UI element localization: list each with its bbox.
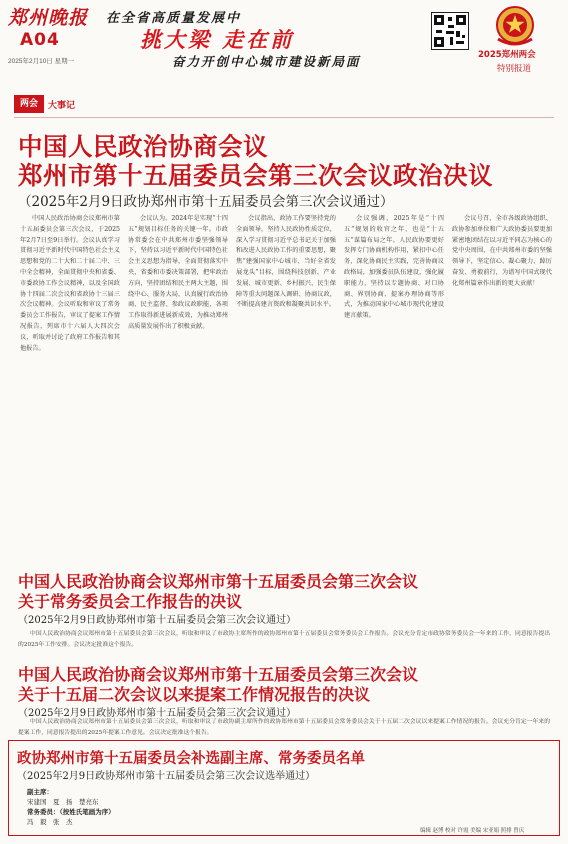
- election-list-box: [8, 740, 560, 836]
- headline-line1: 中国人民政治协商会议: [18, 132, 268, 161]
- page-number: A04: [20, 30, 60, 50]
- standing-member-names: 冯 毅 张 杰: [27, 818, 73, 826]
- article-column-2: 会议认为，2024年是实现“十四五”规划目标任务的关键一年。市政协常委会在中共郑州市委坚强领导下，坚持以习近平新时代中国特色社会主义思想为指导，全面贯彻落实中央、省委和市委决策部署，把牢政治方向，坚持团结和民主两大主题，围绕中心、服务大局，认真履行政治协商、民主监督、参政议政职能，各项工作取得新进展新成效，为推动郑州高质量发展作出了积极贡献。: [128, 215, 228, 330]
- headline-subtitle: （2025年2月9日政协郑州市第十五届委员会第三次会议通过）: [18, 194, 394, 210]
- special-report-sub: 特别报道: [497, 64, 532, 74]
- vice-chair-label: 副主席：: [27, 788, 53, 796]
- article-column-1: 中国人民政治协商会议郑州市第十五届委员会第三次会议，于2025年2月7日至9日举行。会议认真学习贯彻习近平新时代中国特色社会主义思想和党的二十大和二十届二中、三中全会精神，全面贯彻中央和省委、市委政协工作会议精神，以及全国政协十四届二次会议和省政协十三届三次会议精神。会议听取和审议了常务委员会工作报告，审议了提案工作情况报告，列席市十六届人大四次会议，听取并讨论了政府工作报告和其他报告。: [20, 215, 120, 352]
- decision3-title-line1: 中国人民政治协商会议郑州市第十五届委员会第三次会议: [18, 665, 419, 684]
- newspaper-logo: 郑州晚报: [8, 7, 89, 29]
- decision3-subtitle: （2025年2月9日政协郑州市第十五届委员会第三次会议通过）: [18, 708, 297, 719]
- election-list-subtitle: （2025年2月9日政协郑州市第十五届委员会第三次会议选举通过）: [17, 771, 316, 782]
- standing-member-label: 常务委员：（按姓氏笔画为序）: [27, 808, 115, 816]
- special-report-title: 2025郑州两会: [478, 50, 536, 60]
- article-column-3: 会议指出，政协工作要坚持党的全面领导，坚持人民政协性质定位，深入学习贯彻习近平总书记关于加强和改进人民政协工作的重要思想，聚焦“建强国家中心城市、当好全省发展龙头”目标，围绕科技创新、产业发展、城市更新、乡村振兴、民生保障等重大问题深入调研、协商议政，不断提高建言资政和凝聚共识水平。: [236, 215, 336, 309]
- masthead: [0, 0, 568, 76]
- article-column-4: 会议强调，2025年是“十四五”规划的收官之年，也是“十五五”谋篇布局之年。人民政协要更好发挥专门协商机构作用，紧扣中心任务，深化协商民主实践，完善协商议政格局，加强委员队伍建设，强化履职能力，坚持以专题协商、对口协商、界别协商、提案办理协商等形式，为推动国家中心城市现代化建设建言献策。: [344, 215, 444, 320]
- election-list-title: 政协郑州市第十五届委员会补选副主席、常务委员名单: [17, 750, 365, 767]
- slogan-top: 在全省高质量发展中: [106, 11, 242, 26]
- decision2-title-line2: 关于常务委员会工作报告的决议: [18, 592, 243, 611]
- qr-code-icon[interactable]: [431, 12, 469, 50]
- decision2-title-line1: 中国人民政治协商会议郑州市第十五届委员会第三次会议: [18, 572, 419, 591]
- issue-date: 2025年2月10日 星期一: [8, 58, 75, 65]
- headline-line2: 郑州市第十五届委员会第三次会议政治决议: [18, 161, 493, 190]
- slogan-bottom: 奋力开创中心城市建设新局面: [172, 54, 361, 69]
- article-body: [20, 214, 552, 540]
- decision3-body: 中国人民政治协商会议郑州市第十五届委员会第三次会议，听取和审议了市政协副主席所作的政协郑州市第十五届委员会常务委员会关于十五届二次会议以来提案工作情况的报告。会议充分肯定一年来的提案工作，同意报告提出的2025年提案工作意见。会议决定批准这个报告。: [18, 719, 550, 736]
- section-subtitle: 大事记: [48, 101, 76, 111]
- section-tag-label: 两会: [14, 95, 44, 113]
- article-column-5: 会议号召，全市各级政协组织、政协参加单位和广大政协委员要更加紧密地团结在以习近平同志为核心的党中央周围，在中共郑州市委的坚强领导下，坚定信心、凝心聚力、踔厉奋发、勇毅前行，为谱写中国式现代化郑州篇章作出新的更大贡献！: [452, 215, 552, 287]
- decision2-subtitle: （2025年2月9日政协郑州市第十五届委员会第三次会议通过）: [18, 615, 297, 626]
- cppcc-emblem-icon: [492, 5, 538, 49]
- decision2-body: 中国人民政治协商会议郑州市第十五届委员会第三次会议，听取和审议了市政协主席所作的政协郑州市第十五届委员会常务委员会工作报告。会议充分肯定市政协常务委员会一年来的工作，同意报告提出的2025年工作安排。会议决定批准这个报告。: [18, 631, 550, 648]
- section-divider: [14, 117, 554, 118]
- slogan-main: 挑大梁 走在前: [140, 28, 295, 52]
- decision3-title-line2: 关于十五届二次会议以来提案工作情况报告的决议: [18, 685, 371, 704]
- editor-credits: 编辑 赵博 校对 许霞 美编 宋亚娟 照排 曾庆: [420, 828, 525, 834]
- vice-chair-names: 宋建国 夏 扬 楚亮东: [27, 798, 99, 806]
